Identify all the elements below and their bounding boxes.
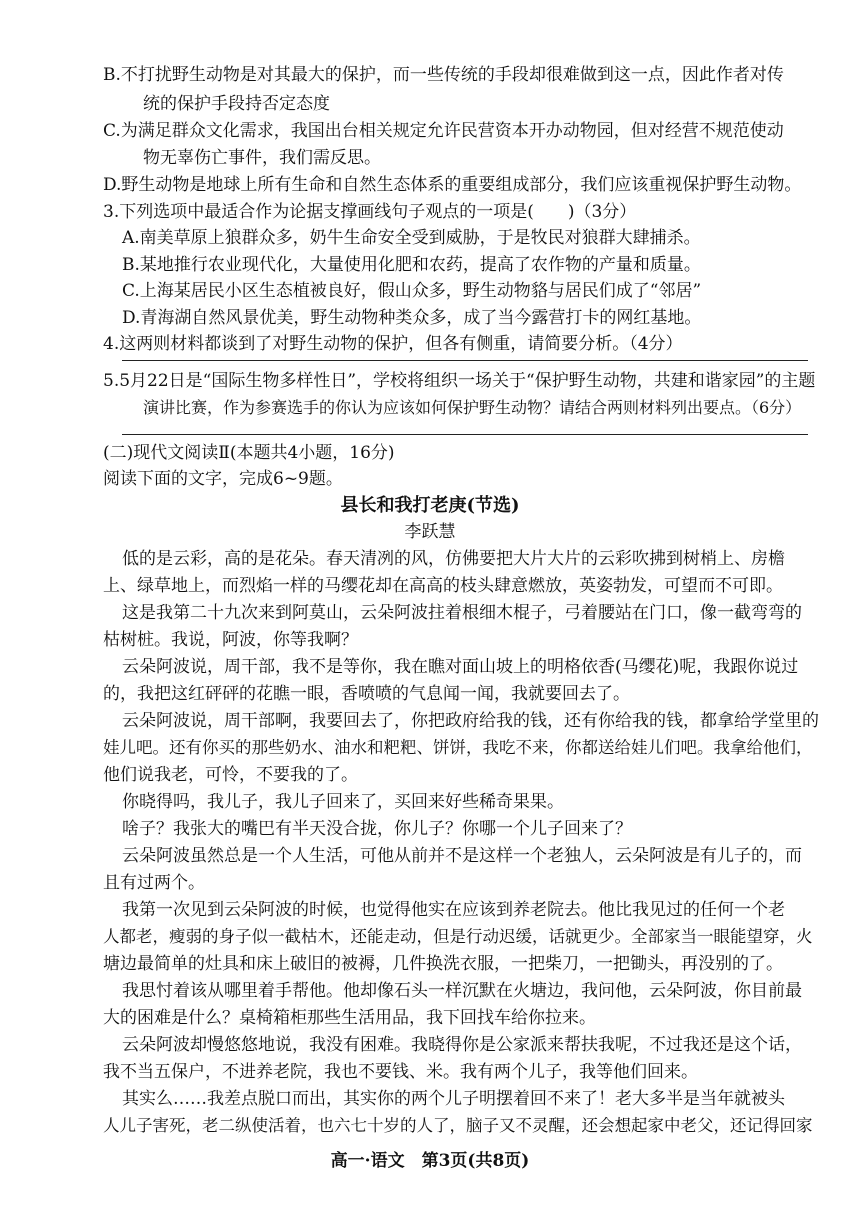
question-2-option-d: D.野生动物是地球上所有生命和自然生态体系的重要组成部分，我们应该重视保护野生动物。: [103, 175, 802, 195]
question-3-option-c: C.上海某居民小区生态植被良好，假山众多，野生动物貉与居民们成了“邻居”: [122, 281, 702, 301]
question-5-stem-line1: 5.5月22日是“国际生物多样性日”，学校将组织一场关于“保护野生动物，共建和谐家园”的主题: [103, 371, 816, 391]
article-line: 云朵阿波却慢悠悠地说，我没有困难。我晓得你是公家派来帮扶我呢，不过我还是这个话，: [122, 1035, 802, 1055]
article-line: 我第一次见到云朵阿波的时候，也觉得他实在应该到养老院去。他比我见过的任何一个老: [122, 900, 785, 920]
question-5-stem-line2: 演讲比赛，作为参赛选手的你认为应该如何保护野生动物？请结合两则材料列出要点。（6分）: [143, 398, 802, 417]
question-3-stem: 3.下列选项中最适合作为论据支撑画线句子观点的一项是( )（3分）: [103, 202, 637, 222]
article-line: 啥子？我张大的嘴巴有半天没合拢，你儿子？你哪一个儿子回来了？: [122, 819, 632, 839]
question-2-option-b-line1: B.不打扰野生动物是对其最大的保护，而一些传统的手段却很难做到这一点，因此作者对传: [103, 65, 784, 85]
answer-line-q5: [122, 434, 808, 435]
section-instruction: 阅读下面的文字，完成6~9题。: [103, 469, 343, 489]
article-line: 人都老，瘦弱的身子似一截枯木，还能走动，但是行动迟缓，话就更少。全部家当一眼能望穿，火: [103, 927, 813, 946]
article-line: 我思忖着该从哪里着手帮他。他却像石头一样沉默在火塘边，我问他，云朵阿波，你目前最: [122, 981, 802, 1001]
article-line: 他们说我老，可怜，不要我的了。: [103, 765, 358, 785]
article-line: 云朵阿波虽然总是一个人生活，可他从前并不是这样一个老独人，云朵阿波是有儿子的，而: [122, 846, 802, 866]
question-3-option-b: B.某地推行农业现代化，大量使用化肥和农药，提高了农作物的产量和质量。: [122, 255, 701, 275]
article-line: 其实么……我差点脱口而出，其实你的两个儿子明摆着回不来了！老大多半是当年就被头: [122, 1089, 785, 1109]
section-header: (二)现代文阅读Ⅱ(本题共4小题，16分): [103, 443, 395, 463]
question-2-option-c-line1: C.为满足群众文化需求，我国出台相关规定允许民营资本开办动物园，但对经营不规范使动: [103, 121, 784, 141]
article-line: 枯树桩。我说，阿波，你等我啊？: [103, 630, 358, 650]
article-line: 且有过两个。: [103, 873, 205, 893]
question-2-option-b-line2: 统的保护手段持否定态度: [143, 94, 330, 114]
article-line: 这是我第二十九次来到阿莫山，云朵阿波拄着根细木棍子，弓着腰站在门口，像一截弯弯的: [122, 603, 802, 623]
question-4-stem: 4.这两则材料都谈到了对野生动物的保护，但各有侧重，请简要分析。（4分）: [103, 334, 683, 354]
article-line: 你晓得吗，我儿子，我儿子回来了，买回来好些稀奇果果。: [122, 792, 564, 812]
question-3-option-d: D.青海湖自然风景优美，野生动物种类众多，成了当今露营打卡的网红基地。: [122, 308, 702, 328]
question-2-option-c-line2: 物无辜伤亡事件，我们需反思。: [143, 148, 381, 168]
article-line: 云朵阿波说，周干部啊，我要回去了，你把政府给我的钱，还有你给我的钱，都拿给学堂里的: [122, 711, 819, 731]
article-line: 的，我把这红砰砰的花瞧一眼，香喷喷的气息闻一闻，我就要回去了。: [103, 684, 630, 704]
article-line: 我不当五保户，不进养老院，我也不要钱、米。我有两个儿子，我等他们回来。: [103, 1062, 698, 1082]
article-author: 李跃慧: [404, 522, 456, 542]
article-line: 云朵阿波说，周干部，我不是等你，我在瞧对面山坡上的明格依香(马缨花)呢，我跟你说过: [122, 657, 799, 677]
article-line: 塘边最简单的灶具和床上破旧的被褥，几件换洗衣服，一把柴刀，一把锄头，再没别的了。: [103, 954, 783, 974]
page-footer: 高一·语文 第3页(共8页): [330, 1151, 530, 1171]
article-line: 娃儿吧。还有你买的那些奶水、油水和粑粑、饼饼，我吃不来，你都送给娃儿们吧。我拿给他们，: [103, 738, 813, 757]
article-line: 人儿子害死，老二纵使活着，也六七十岁的人了，脑子又不灵醒，还会想起家中老父，还记得回家: [103, 1116, 813, 1135]
article-line: 低的是云彩，高的是花朵。春天清冽的风，仿佛要把大片大片的云彩吹拂到树梢上、房檐: [122, 549, 785, 569]
question-3-option-a: A.南美草原上狼群众多，奶牛生命安全受到威胁，于是牧民对狼群大肆捕杀。: [122, 228, 701, 248]
answer-line-q4: [122, 360, 808, 361]
article-line: 上、绿草地上，而烈焰一样的马缨花却在高高的枝头肆意燃放，英姿勃发，可望而不可即。: [103, 576, 783, 596]
article-line: 大的困难是什么？桌椅箱柜那些生活用品，我下回找车给你拉来。: [103, 1008, 596, 1028]
article-title: 县长和我打老庚(节选): [340, 495, 520, 516]
